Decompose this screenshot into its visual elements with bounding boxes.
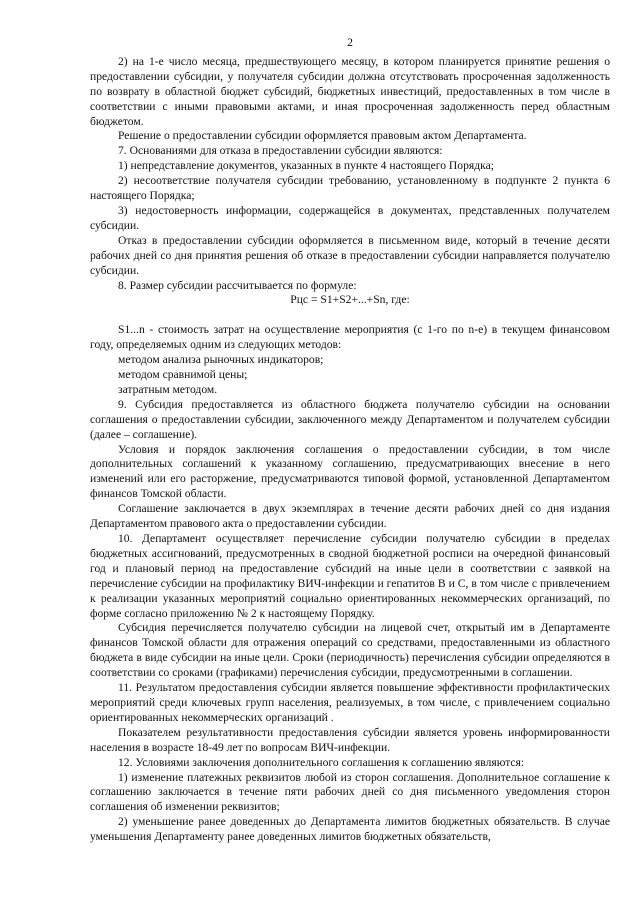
paragraph: 11. Результатом предоставления субсидии является повышение эффективности профилактических мероприятий среди ключевых групп населения, реализуемых, в том числе, с привлечением социально ориентированных некоммерческих организаций .: [90, 681, 610, 724]
paragraph: 1) изменение платежных реквизитов любой из сторон соглашения. Дополнительное соглашение к соглашению заключается в течение пяти рабочих дней со дня письменного уведомления сторон соглашения об изменении реквизитов;: [90, 770, 610, 814]
paragraph: затратным методом.: [118, 382, 218, 396]
paragraph: 10. Департамент осуществляет перечисление субсидии получателю субсидии в пределах бюджетных ассигнований, предусмотренных в сводной бюджетной росписи на очередной финансовый год и плановый период на предоставление субсидий на иные цели в соответствии с заявкой на перечисление субсидии на профилактику ВИЧ-инфекции и гепатитов В и С, в том числе с привлечением к реализации указанных мероприятий социально ориентированных некоммерческих организаций, по форме согласно приложению № 2 к настоящему Порядку.: [90, 532, 610, 620]
paragraph: Соглашение заключается в двух экземплярах в течение десяти рабочих дней со дня издания Департаментом правового акта о предоставлении субсидии.: [90, 502, 610, 531]
paragraph: 7. Основаниями для отказа в предоставлении субсидии являются:: [118, 144, 443, 158]
paragraph: методом анализа рыночных индикаторов;: [118, 353, 324, 367]
paragraph: 3) недостоверность информации, содержащейся в документах, представленных получателем субсидии.: [90, 203, 610, 232]
paragraph: Субсидия перечисляется получателю субсидии на лицевой счет, открытый им в Департаменте финансов Томской области для отражения операций со средствами, предоставленными из областного бюджета в виде субсидии на иные цели. Сроки (периодичность) перечисления субсидии определяются в соответствии со сроками (графиками) перечисления субсидии, предусмотренными в соглашении.: [90, 621, 610, 680]
document-page: [90, 36, 610, 845]
paragraph: 8. Размер субсидии рассчитывается по формуле:: [118, 278, 357, 292]
paragraph: 2) на 1-е число месяца, предшествующего месяцу, в котором планируется принятие решения о предоставлении субсидии, у получателя субсидии должна отсутствовать просроченная задолженность по возврату в областной бюджет субсидий, бюджетных инвестиций, предоставленных в том числе в соответствии с иными правовыми актами, и иная просроченная задолженность перед областным бюджетом.: [90, 54, 610, 128]
paragraph: S1...n - стоимость затрат на осуществление мероприятия (с 1-го по n-е) в текущем финансовом году, определяемых одним из следующих методов:: [90, 323, 610, 352]
paragraph: 2) уменьшение ранее доведенных до Департамента лимитов бюджетных обязательств. В случае уменьшения Департаменту ранее доведенных лимитов бюджетных обязательств,: [90, 815, 610, 844]
paragraph: методом сравнимой цены;: [118, 368, 248, 382]
paragraph: 1) непредставление документов, указанных в пункте 4 настоящего Порядка;: [118, 159, 494, 173]
paragraph: Решение о предоставлении субсидии оформляется правовым актом Департамента.: [118, 129, 527, 143]
paragraph: Условия и порядок заключения соглашения о предоставлении субсидии, в том числе дополнительных соглашений к указанному соглашению, предусматривающих внесение в него изменений или его расторжение, предусматриваются типовой формой, установленной Департаментом финансов Томской области.: [90, 442, 610, 501]
page-number: 2: [347, 36, 353, 49]
paragraph: Показателем результативности предоставления субсидии является уровень информированности населения в возрасте 18-49 лет по вопросам ВИЧ-инфекции.: [90, 725, 610, 754]
paragraph: 9. Субсидия предоставляется из областного бюджета получателю субсидии на основании соглашения о предоставлении субсидии, заключенного между Департаментом и получателем субсидии (далее – соглашение).: [90, 397, 610, 441]
paragraph: 2) несоответствие получателя субсидии требованию, установленному в подпункте 2 пункта 6 настоящего Порядка;: [90, 174, 610, 203]
paragraph: 12. Условиями заключения дополнительного соглашения к соглашению являются:: [118, 755, 525, 769]
paragraph: Отказ в предоставлении субсидии оформляется в письменном виде, который в течение десяти рабочих дней со дня принятия решения об отказе в предоставлении субсидии направляется получателю субсидии.: [90, 233, 610, 277]
subsidy-formula: Рцс = S1+S2+...+Sn, где:: [290, 293, 410, 307]
